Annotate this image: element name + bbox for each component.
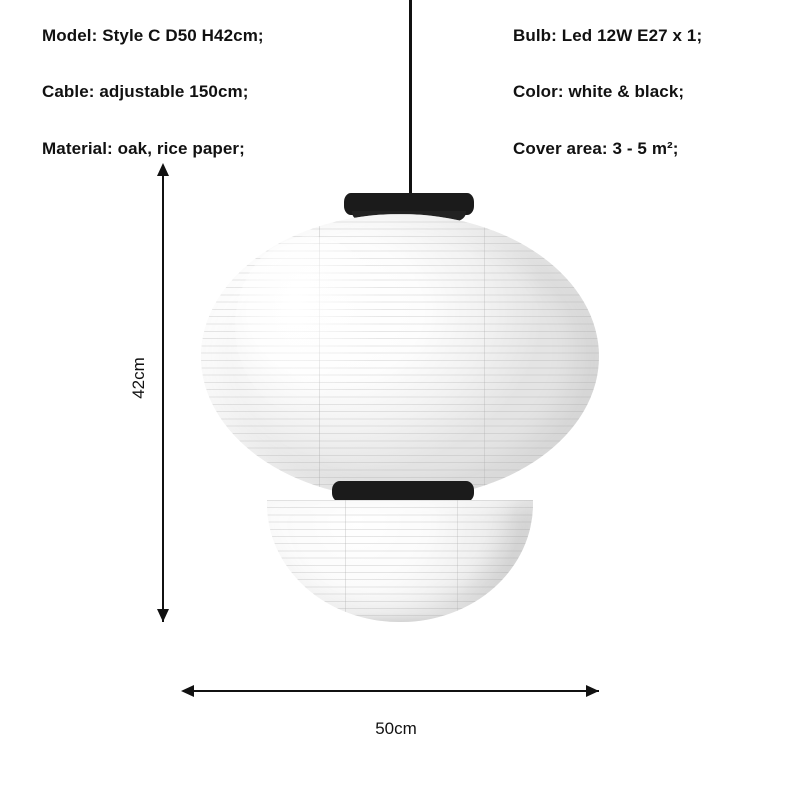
bowl-bottom-rim xyxy=(267,613,533,622)
upper-paper-globe xyxy=(201,214,599,499)
spec-color: Color: white & black; xyxy=(513,82,685,101)
bowl-seam-left xyxy=(345,500,346,618)
bowl-rib-texture xyxy=(267,500,533,622)
arrow-down-icon xyxy=(157,609,169,622)
spec-material: Material: oak, rice paper; xyxy=(42,139,245,158)
height-dimension-label: 42cm xyxy=(128,357,148,399)
width-dimension-label xyxy=(0,719,800,739)
arrow-right-icon xyxy=(586,685,599,697)
spec-cover-area: Cover area: 3 - 5 m²; xyxy=(513,139,679,158)
height-dimension-line xyxy=(162,170,164,622)
globe-seam-right xyxy=(484,218,485,495)
arrow-up-icon xyxy=(157,163,169,176)
globe-highlight xyxy=(235,236,385,416)
spec-bulb: Bulb: Led 12W E27 x 1; xyxy=(513,26,703,45)
width-dimension-line xyxy=(188,690,599,692)
hanging-cord-line xyxy=(409,0,412,196)
middle-band-hardware xyxy=(332,481,474,502)
arrow-left-icon xyxy=(181,685,194,697)
spec-cable: Cable: adjustable 150cm; xyxy=(42,82,249,101)
lower-paper-bowl xyxy=(267,500,533,622)
width-dimension-value: 50cm xyxy=(375,719,417,738)
spec-model: Model: Style C D50 H42cm; xyxy=(42,26,264,45)
bowl-seam-right xyxy=(457,500,458,618)
